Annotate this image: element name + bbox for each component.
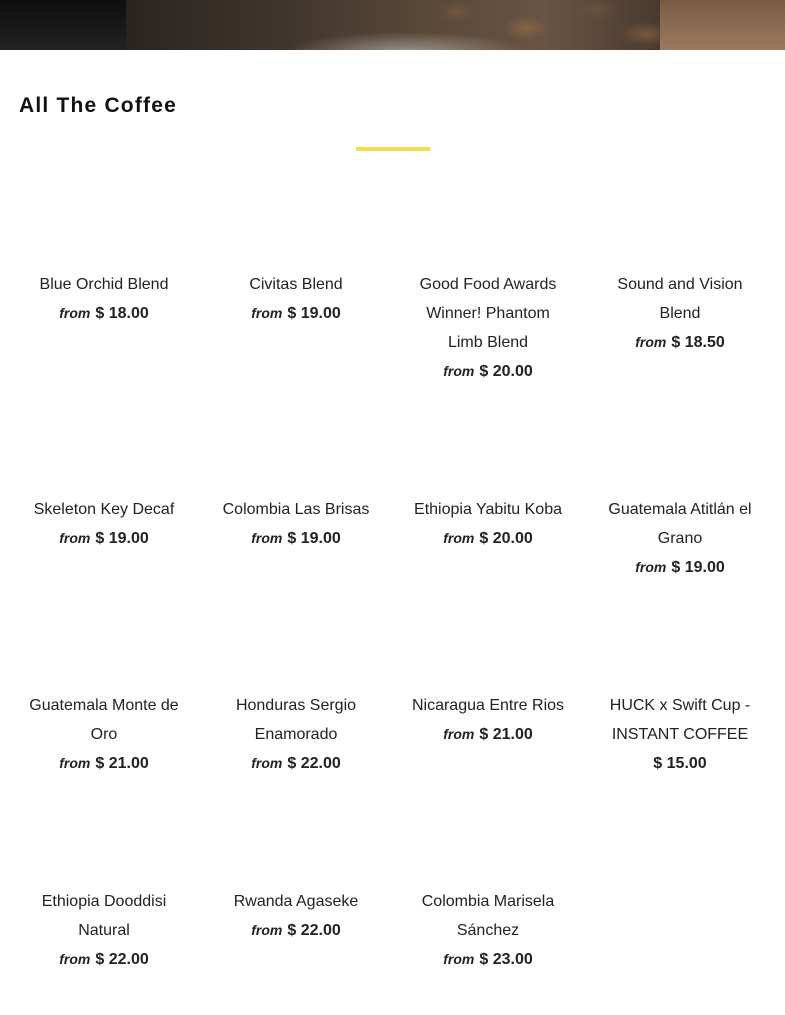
product-price xyxy=(26,749,182,778)
product-name[interactable]: Ethiopia Yabitu Koba xyxy=(414,501,562,518)
product-name[interactable]: Skeleton Key Decaf xyxy=(33,501,175,518)
price-value: $ 18.00 xyxy=(95,305,149,322)
product-card-ethiopia-yabitu-koba[interactable] xyxy=(392,495,584,582)
product-name[interactable]: Sound and Vision Blend xyxy=(617,276,743,322)
collection-title: All The Coffee xyxy=(19,94,177,117)
product-price xyxy=(410,720,566,749)
price-value: $ 22.00 xyxy=(287,755,341,772)
from-label: from xyxy=(59,530,91,546)
price-value: $ 21.00 xyxy=(479,726,533,743)
hero-banner-left-panel xyxy=(0,0,126,50)
from-label: from xyxy=(59,305,91,321)
product-name[interactable]: Colombia Marisela Sánchez xyxy=(421,893,555,939)
title-divider xyxy=(356,147,430,151)
from-label: from xyxy=(443,363,475,379)
product-row xyxy=(8,887,776,974)
from-label: from xyxy=(251,305,283,321)
product-price xyxy=(26,299,182,328)
from-label: from xyxy=(443,530,475,546)
from-label: from xyxy=(635,559,667,575)
price-value: $ 22.00 xyxy=(287,922,341,939)
hero-banner-right-panel xyxy=(660,0,785,50)
product-price xyxy=(410,945,566,974)
price-value: $ 15.00 xyxy=(653,755,707,772)
product-price xyxy=(26,945,182,974)
product-card-huck-swift-cup-instant-coffee[interactable] xyxy=(584,691,776,778)
product-card-ethiopia-dooddisi-natural[interactable] xyxy=(8,887,200,974)
hero-banner-image xyxy=(0,0,785,50)
from-label: from xyxy=(251,530,283,546)
product-card-guatemala-atitlan-el-grano[interactable] xyxy=(584,495,776,582)
product-price xyxy=(410,357,566,386)
product-price xyxy=(602,328,758,357)
product-row xyxy=(8,270,776,386)
product-name[interactable]: Nicaragua Entre Rios xyxy=(411,697,565,714)
price-value: $ 18.50 xyxy=(671,334,725,351)
product-row xyxy=(8,495,776,582)
price-value: $ 19.00 xyxy=(287,305,341,322)
product-card-civitas-blend[interactable] xyxy=(200,270,392,386)
from-label: from xyxy=(59,755,91,771)
product-card-nicaragua-entre-rios[interactable] xyxy=(392,691,584,778)
product-price xyxy=(218,916,374,945)
from-label: from xyxy=(251,755,283,771)
product-card-honduras-sergio-enamorado[interactable] xyxy=(200,691,392,778)
from-label: from xyxy=(251,922,283,938)
price-value: $ 19.00 xyxy=(671,559,725,576)
product-card-sound-and-vision-blend[interactable] xyxy=(584,270,776,386)
product-name[interactable]: Good Food Awards Winner! Phantom Limb Blend xyxy=(419,276,557,351)
product-price xyxy=(602,553,758,582)
product-price xyxy=(218,524,374,553)
price-value: $ 21.00 xyxy=(95,755,149,772)
hero-banner-coffee-beans xyxy=(126,0,660,50)
product-row xyxy=(8,691,776,778)
product-name[interactable]: Colombia Las Brisas xyxy=(222,501,370,518)
price-value: $ 23.00 xyxy=(479,951,533,968)
price-value: $ 22.00 xyxy=(95,951,149,968)
from-label: from xyxy=(443,726,475,742)
price-value: $ 19.00 xyxy=(95,530,149,547)
product-name[interactable]: Guatemala Atitlán el Grano xyxy=(608,501,752,547)
price-value: $ 19.00 xyxy=(287,530,341,547)
product-card-phantom-limb-blend[interactable] xyxy=(392,270,584,386)
product-price xyxy=(602,749,758,778)
product-name[interactable]: Civitas Blend xyxy=(249,276,343,293)
product-card-skeleton-key-decaf[interactable] xyxy=(8,495,200,582)
price-value: $ 20.00 xyxy=(479,530,533,547)
product-name[interactable]: Honduras Sergio Enamorado xyxy=(235,697,357,743)
product-name[interactable]: Blue Orchid Blend xyxy=(39,276,169,293)
product-price xyxy=(218,749,374,778)
product-price xyxy=(26,524,182,553)
product-name[interactable]: HUCK x Swift Cup - INSTANT COFFEE xyxy=(609,697,751,743)
from-label: from xyxy=(635,334,667,350)
product-name[interactable]: Rwanda Agaseke xyxy=(233,893,359,910)
product-name[interactable]: Ethiopia Dooddisi Natural xyxy=(41,893,167,939)
product-card-guatemala-monte-de-oro[interactable] xyxy=(8,691,200,778)
product-card-rwanda-agaseke[interactable] xyxy=(200,887,392,974)
product-name[interactable]: Guatemala Monte de Oro xyxy=(29,697,179,743)
product-card-colombia-marisela-sanchez[interactable] xyxy=(392,887,584,974)
product-card-colombia-las-brisas[interactable] xyxy=(200,495,392,582)
product-card-blue-orchid-blend[interactable] xyxy=(8,270,200,386)
from-label: from xyxy=(59,951,91,967)
product-price xyxy=(410,524,566,553)
from-label: from xyxy=(443,951,475,967)
product-price xyxy=(218,299,374,328)
price-value: $ 20.00 xyxy=(479,363,533,380)
